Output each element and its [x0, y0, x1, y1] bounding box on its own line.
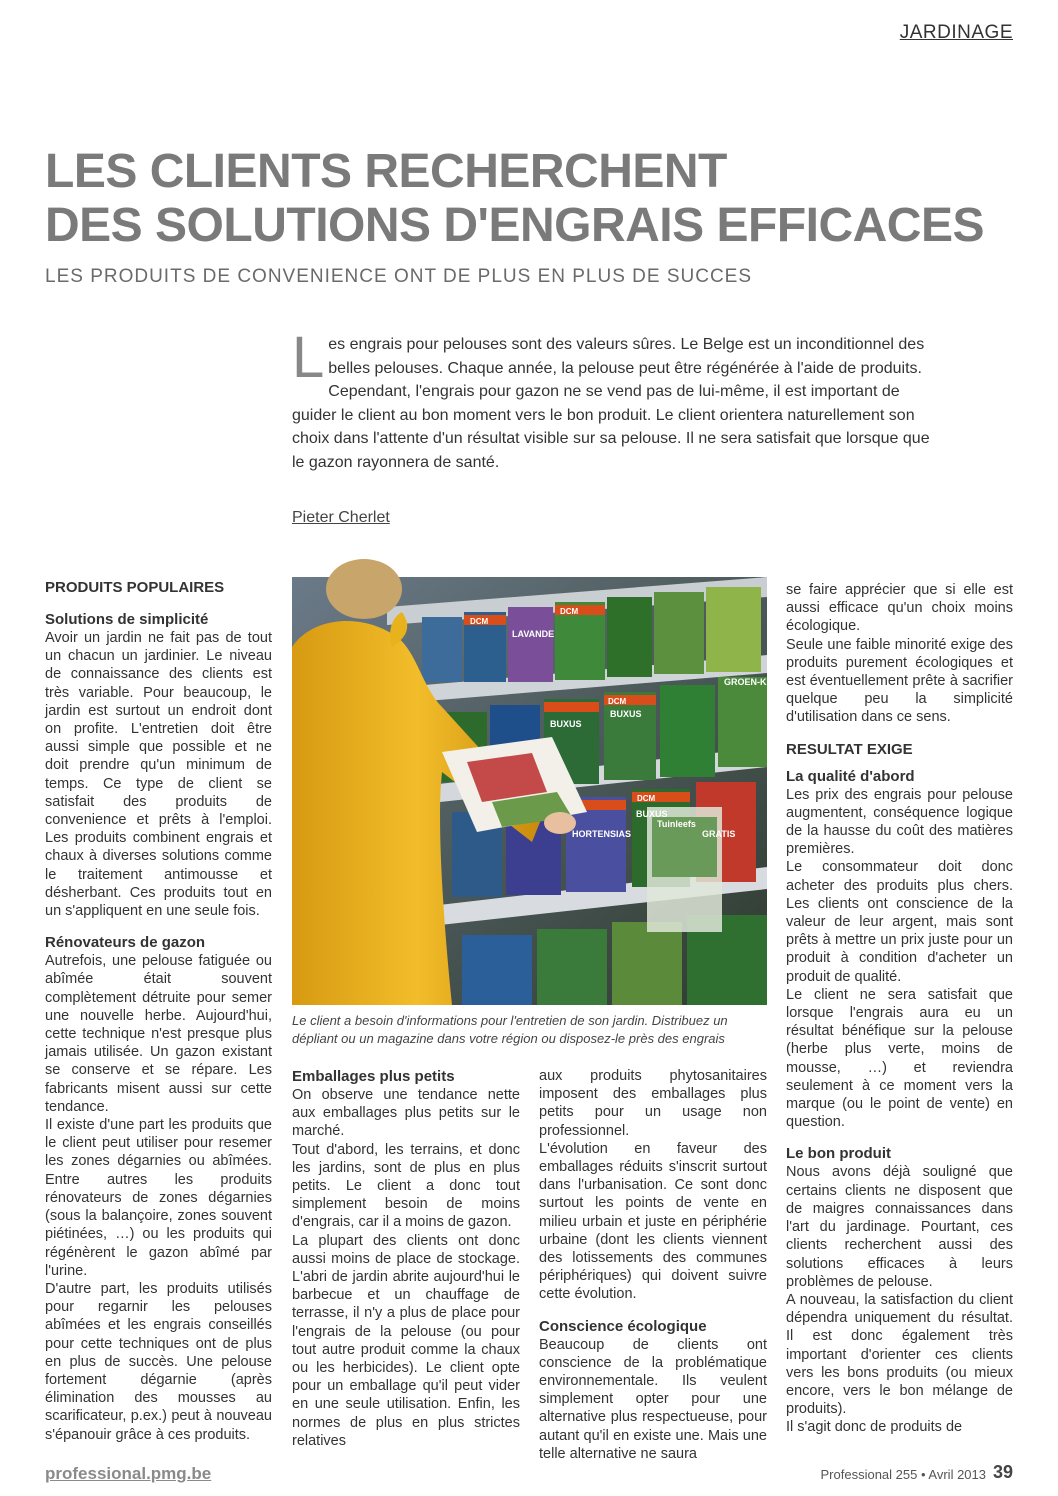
product-pack-label: GRATIS	[702, 829, 736, 839]
subheading-renovateurs-gazon: Rénovateurs de gazon	[45, 934, 206, 952]
paragraph: L'évolution en faveur des emballages réduits s'inscrit surtout dans l'urbanisation. Ce sont donc surtout les points de vente en milieu urbain et juste en périphérie urbaine (dont les clients viennent des lotissements des communes périphériques) qui doivent suivre cette évolution.	[539, 1140, 767, 1303]
paragraph: On observe une tendance nette aux emballages plus petits sur le marché.	[292, 1087, 520, 1140]
drop-cap: L	[292, 325, 325, 390]
paragraph: Il existe d'une part les produits que le client peut utiliser pour resemer les zones dégarnies ou abîmées. Entre autres les produits rénovateurs de zones dégarnies (sous la balançoire, zones souvent piétinées, …) ou les produits qui régénèrent le gazon abîmé par l'urine.	[45, 1117, 272, 1279]
footer-website-link[interactable]: professional.pmg.be	[45, 1464, 212, 1483]
article-photo	[292, 577, 773, 1005]
paragraph: Tout d'abord, les terrains, et donc les jardins, sont de plus en plus petits. Le client a donc tout simplement besoin de moins d'engrais, car il a moins de gazon.	[292, 1141, 520, 1231]
paragraph: Beaucoup de clients ont conscience de la problématique environnementale. Ils veulent simplement opter pour une alternative plus respectueuse, pour autant qu'il en existe une. Mais une telle alternative ne saura	[539, 1336, 767, 1462]
paragraph: D'autre part, les produits utilisés pour regarnir les pelouses abîmées et les engrais conseillés pour cette techniques ont de plus en plus de succès. Une pelouse fortement dégarnie (après élimination des mousses au scarificateur, p.ex.) peut à nouveau s'épanouir grâce à ces produits.	[45, 1280, 272, 1443]
store-shelf-illustration	[292, 577, 773, 1005]
author-byline[interactable]: Pieter Cherlet	[292, 509, 390, 526]
paragraph: Il s'agit donc de produits de	[786, 1419, 963, 1436]
column-1	[45, 578, 272, 1444]
column-4	[786, 581, 1013, 1437]
product-pack-label: LAVANDE	[512, 629, 555, 639]
paragraph: Le client ne sera satisfait que lorsque l'engrais aura eu un résultat bénéfique sur la pelouse (herbe plus verte, moins de mousse, …) et reviendra seulement à ce moment vers la marque (ou le point de vente) en question.	[786, 986, 1013, 1131]
product-pack-label: Tuinleefs	[657, 819, 696, 829]
paragraph: Autrefois, une pelouse fatiguée ou abîmée était souvent complètement détruite pour semer une nouvelle herbe. Aujourd'hui, cette technique n'est presque plus jamais utilisée. Un gazon existant se conserve et se répare. Les fabricants misent aussi sur cette tendance.	[45, 953, 272, 1115]
column-2	[292, 1067, 520, 1450]
paragraph: Nous avons déjà souligné que certains clients ne disposent que de maigres connaissances dans l'art du jardinage. Pourtant, ces clients recherchent aussi des solutions efficaces à leurs problèmes de pelouse.	[786, 1164, 1013, 1290]
paragraph: A nouveau, la satisfaction du client dépendra uniquement du résultat. Il est donc également très important d'orienter ces clients vers les bons produits (ou mieux encore, vers le bon mélange de produits).	[786, 1291, 1013, 1418]
subheading-emballages: Emballages plus petits	[292, 1068, 455, 1085]
title-line-2: DES SOLUTIONS D'ENGRAIS EFFICACES	[45, 199, 984, 252]
paragraph: aux produits phytosanitaires imposent des emballages plus petits pour un usage non professionnel.	[539, 1068, 767, 1139]
product-pack-label: DCM	[560, 607, 579, 616]
subheading-qualite-abord: La qualité d'abord	[786, 767, 915, 785]
paragraph: Les prix des engrais pour pelouse augmentent, conséquence logique de la hausse du coût des matières premières.	[786, 786, 1013, 858]
subheading-bon-produit: Le bon produit	[786, 1145, 891, 1163]
product-pack-label: BUXUS	[636, 809, 668, 819]
section-tag: JARDINAGE	[899, 22, 1013, 43]
column-3	[539, 1067, 767, 1463]
product-pack-label: BUXUS	[610, 709, 642, 719]
subheading-conscience-ecologique: Conscience écologique	[539, 1317, 707, 1335]
section-heading-resultat-exige: RESULTAT EXIGE	[786, 740, 913, 758]
article-title	[45, 145, 1005, 253]
paragraph: Le consommateur doit donc acheter des produits plus chers. Les clients ont conscience de la valeur de leur argent, mais sont prêts à mettre un prix juste pour un produit à condition d'acheter un produit de qualité.	[786, 859, 1013, 985]
title-line-1: LES CLIENTS RECHERCHENT	[45, 145, 727, 198]
section-heading-produits-populaires: PRODUITS POPULAIRES	[45, 579, 225, 596]
product-pack-label: DCM	[470, 617, 489, 626]
page-number: 39	[992, 1462, 1013, 1482]
paragraph: Seule une faible minorité exige des produits purement écologiques et est éventuellement prête à sacrifier quelque peu la simplicité d'utilisation dans ce sens.	[786, 636, 1013, 726]
photo-caption: Le client a besoin d'informations pour l'entretien de son jardin. Distribuez un dépliant ou un magazine dans votre région ou disposez-le près des engrais	[292, 1013, 728, 1046]
footer-issue-info: Professional 255 • Avril 2013	[820, 1467, 986, 1482]
product-pack-label: HORTENSIAS	[572, 829, 632, 839]
paragraph: La plupart des clients ont donc aussi moins de place de stockage. L'abri de jardin abrite aujourd'hui le barbecue et un chauffage de terrasse, il n'y a plus de place pour l'engrais de la pelouse (ou pour tout autre produit comme la chaux ou les herbicides). Le client opte pour un emballage qu'il peut vider en une seule utilisation. Enfin, les normes de plus en plus strictes relatives	[292, 1232, 520, 1449]
product-pack-label: DCM	[637, 794, 656, 803]
product-pack-label: GROEN-KA	[724, 677, 773, 687]
article-subtitle: LES PRODUITS DE CONVENIENCE ONT DE PLUS EN PLUS DE SUCCES	[45, 266, 753, 287]
lede-text: es engrais pour pelouses sont des valeurs sûres. Le Belge est un inconditionnel des belles pelouses. Chaque année, la pelouse peut être régénérée à l'aide de produits. Cependant, l'engrais pour gazon ne se vend pas de lui-même, il est important de guider le client au bon moment vers le bon produit. Le client orientera naturellement son choix dans l'attente d'un résultat visible sur sa pelouse. Il ne sera satisfait que lorsque que le gazon rayonnera de santé.	[292, 336, 930, 471]
article-lede	[292, 325, 932, 474]
subheading-solutions-simplicite: Solutions de simplicité	[45, 611, 209, 628]
product-pack-label: DCM	[608, 697, 627, 706]
paragraph: se faire apprécier que si elle est aussi efficace qu'un choix moins écologique.	[786, 582, 1013, 635]
paragraph: Avoir un jardin ne fait pas de tout un chacun un jardinier. Le niveau de connaissance des clients est très variable. Pour beaucoup, le jardin est surtout un endroit dont on profite. L'entretien doit être aussi simple que possible et ne doit prendre qu'un minimum de temps. Ce type de client se satisfait des produits de convenience et prêts à l'emploi. Les produits combinent engrais et chaux à diverses solutions comme le traitement antimousse et désherbant. Ces produits tout en un s'appliquent en une seule fois.	[45, 630, 272, 920]
product-pack-label: BUXUS	[550, 719, 582, 729]
